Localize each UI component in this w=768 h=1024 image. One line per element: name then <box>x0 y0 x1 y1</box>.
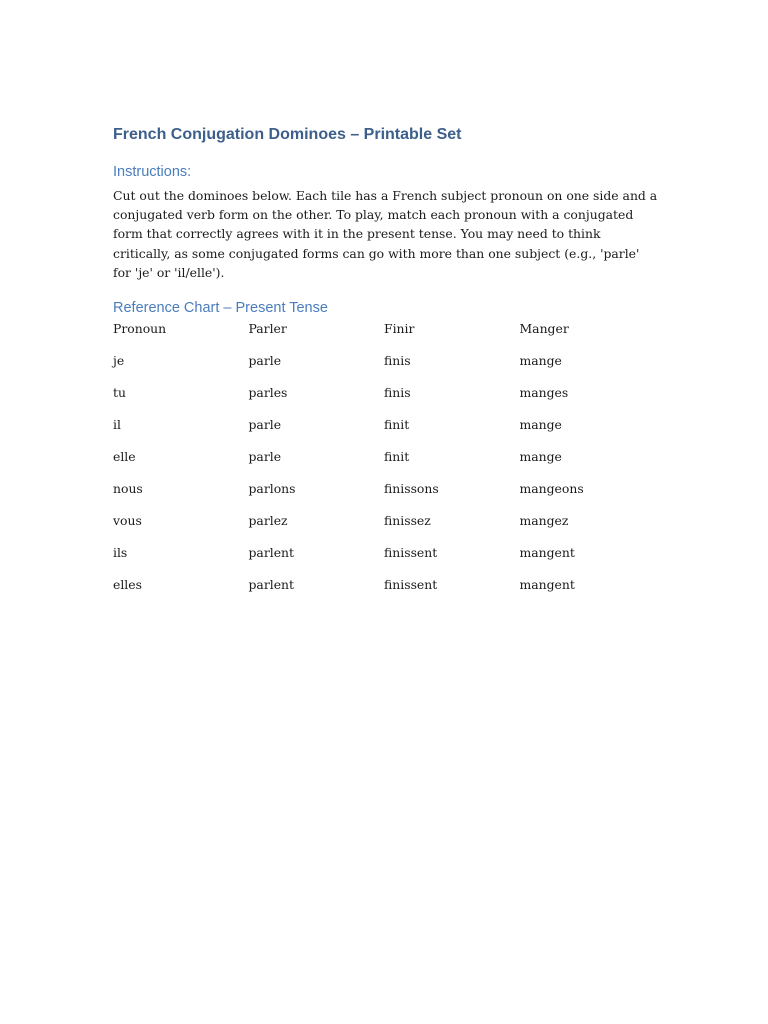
table-cell: manges <box>519 385 569 401</box>
table-cell: finissent <box>384 545 438 561</box>
table-cell: elles <box>113 577 142 593</box>
table-cell: mangeons <box>519 481 584 497</box>
table-row <box>113 384 655 416</box>
table-cell: mange <box>519 353 562 369</box>
table-cell: finissons <box>384 481 439 497</box>
table-cell: elle <box>113 449 136 465</box>
column-header-manger: Manger <box>519 321 569 337</box>
table-cell: nous <box>113 481 143 497</box>
table-header-row <box>113 320 655 352</box>
reference-chart-table <box>113 320 655 608</box>
table-row <box>113 416 655 448</box>
instructions-text: Cut out the dominoes below. Each tile has a French subject pronoun on one side and a conjugated verb form on the other. To play, match each pronoun with a conjugated form that correctly agrees with it in the present tense. You may need to think critically, as some conjugated forms can go with more than one subject (e.g., 'parle' for 'je' or 'il/elle'). <box>113 188 658 280</box>
table-cell: finissez <box>384 513 431 529</box>
table-cell: finis <box>384 353 411 369</box>
reference-chart-heading: Reference Chart – Present Tense <box>113 300 328 317</box>
table-cell: mange <box>519 417 562 433</box>
table-cell: parlons <box>248 481 296 497</box>
column-header-finir: Finir <box>384 321 415 337</box>
table-cell: mangent <box>519 577 575 593</box>
table-cell: parlent <box>248 545 294 561</box>
instructions-heading: Instructions: <box>113 164 192 180</box>
table-cell: finis <box>384 385 411 401</box>
table-cell: finit <box>384 417 410 433</box>
table-row <box>113 448 655 480</box>
document-page <box>113 124 658 608</box>
table-row <box>113 544 655 576</box>
table-row <box>113 352 655 384</box>
table-cell: tu <box>113 385 126 401</box>
table-row <box>113 512 655 544</box>
table-cell: parle <box>248 449 282 465</box>
table-cell: finissent <box>384 577 438 593</box>
table-cell: mangent <box>519 545 575 561</box>
table-cell: parlent <box>248 577 294 593</box>
table-cell: parles <box>248 385 288 401</box>
column-header-parler: Parler <box>248 321 287 337</box>
table-cell: parle <box>248 417 282 433</box>
table-cell: parlez <box>248 513 288 529</box>
table-cell: vous <box>113 513 142 529</box>
table-row <box>113 480 655 512</box>
table-cell: parle <box>248 353 282 369</box>
table-cell: ils <box>113 545 128 561</box>
document-title: French Conjugation Dominoes – Printable Set <box>113 126 462 143</box>
table-cell: finit <box>384 449 410 465</box>
column-header-pronoun: Pronoun <box>113 321 167 337</box>
table-cell: il <box>113 417 121 433</box>
table-cell: je <box>113 353 125 369</box>
table-cell: mangez <box>519 513 569 529</box>
table-row <box>113 576 655 608</box>
table-cell: mange <box>519 449 562 465</box>
